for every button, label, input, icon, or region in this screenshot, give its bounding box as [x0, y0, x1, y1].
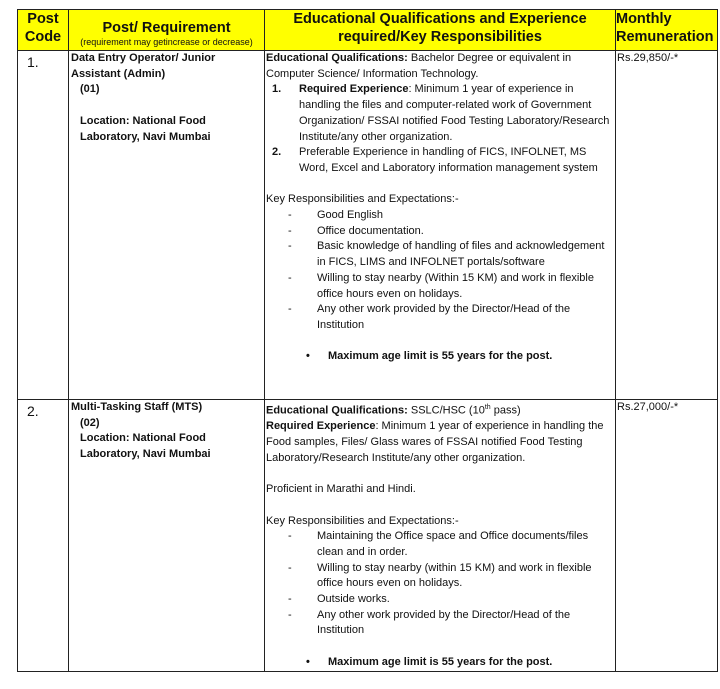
- list-item: - Office documentation.: [288, 224, 424, 237]
- qualifications-cell: [265, 400, 616, 672]
- remuneration-value: Rs.27,000/-*: [616, 400, 718, 672]
- post-name: Data Entry Operator/ Junior Assistant (Admin): [71, 52, 216, 80]
- responsibilities-title: Key Responsibilities and Expectations:-: [266, 193, 459, 206]
- post-name: Multi-Tasking Staff (MTS): [71, 401, 203, 413]
- post-requirement: [69, 51, 265, 400]
- post-count: (02): [80, 416, 100, 429]
- responsibilities-title: Key Responsibilities and Expectations:-: [266, 514, 459, 527]
- header-post-requirement: [69, 10, 265, 51]
- header-post-title: Post/ Requirement: [102, 20, 231, 36]
- post-code: 2.: [18, 400, 69, 672]
- header-post-subtitle: (requirement may getincrease or decrease): [80, 37, 253, 47]
- table-row: [18, 400, 718, 672]
- age-limit: • Maximum age limit is 55 years for the post.: [306, 350, 553, 363]
- job-posts-table: [17, 9, 718, 672]
- list-item: - Any other work provided by the Director/Head of the Institution: [288, 303, 571, 331]
- post-location: Location: National Food Laboratory, Navi Mumbai: [80, 432, 211, 461]
- educational-qualification: Educational Qualifications: Bachelor Degree or equivalent in Computer Science/ Information Technology.: [266, 52, 572, 80]
- list-item: - Willing to stay nearby (Within 15 KM) and work in flexible office hours even on holidays.: [288, 271, 594, 300]
- qualifications-cell: [265, 51, 616, 400]
- post-code: 1.: [18, 51, 69, 400]
- header-post-code: Post Code: [18, 10, 69, 51]
- list-item: 1. Required Experience: Minimum 1 year of experience in handling the files and computer-related work of Government Organization/ FSSAI notified Food Testing Laboratory/Research Institute/any other organization.: [272, 83, 610, 143]
- header-qualifications: Educational Qualifications and Experience required/Key Responsibilities: [265, 10, 616, 51]
- list-item: - Maintaining the Office space and Office documents/files clean and in order.: [288, 530, 589, 558]
- post-count: (01): [80, 83, 100, 96]
- list-item: - Good English: [288, 209, 384, 222]
- post-requirement: [69, 400, 265, 672]
- required-experience: Required Experience: Minimum 1 year of experience in handling the Food samples, Files/ Glass wares of FSSAI notified Food Testing Laboratory/Research Institute/any other organization.: [266, 420, 604, 464]
- list-item: - Any other work provided by the Director/Head of the Institution: [288, 608, 571, 637]
- table-row: [18, 51, 718, 400]
- remuneration-value: Rs.29,850/-*: [616, 51, 718, 400]
- age-limit: • Maximum age limit is 55 years for the post.: [306, 655, 553, 668]
- list-item: - Basic knowledge of handling of files and acknowledgement in FICS, LIMS and INFOLNET portals/software: [288, 240, 605, 269]
- list-item: - Outside works.: [288, 593, 390, 606]
- header-remuneration: Monthly Remuneration: [616, 10, 718, 51]
- educational-qualification: Educational Qualifications: SSLC/HSC (10th pass): [266, 404, 521, 417]
- language-requirement: Proficient in Marathi and Hindi.: [266, 483, 416, 496]
- list-item: 2. Preferable Experience in handling of FICS, INFOLNET, MS Word, Excel and Laboratory information management system: [272, 146, 598, 174]
- header-row: [18, 10, 718, 51]
- list-item: - Willing to stay nearby (within 15 KM) and work in flexible office hours even on holidays.: [288, 561, 592, 590]
- post-location: Location: National Food Laboratory, Navi Mumbai: [80, 115, 211, 143]
